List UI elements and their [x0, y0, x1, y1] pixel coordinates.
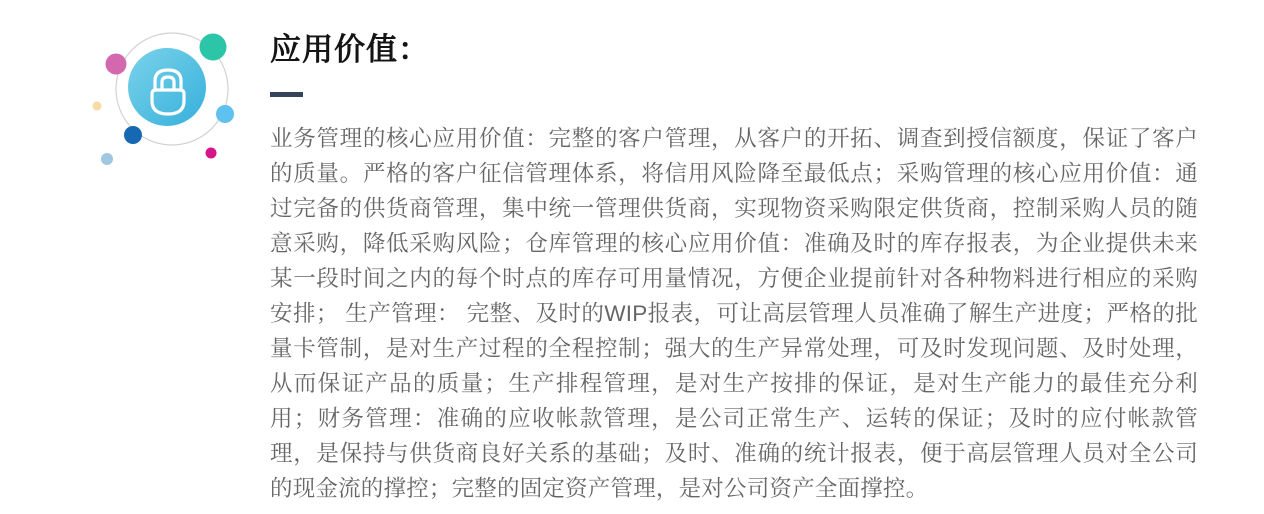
application-value-section [270, 30, 1198, 506]
decor-dot-pale-blue [101, 153, 113, 165]
decor-dot-magenta [206, 148, 217, 159]
section-title: 应用价值： [270, 32, 430, 67]
lock-badge-graphic [88, 10, 248, 170]
decor-dot-dark-blue [124, 126, 142, 144]
section-body: 业务管理的核心应用价值：完整的客户管理，从客户的开拓、调查到授信额度，保证了客户的质量。严格的客户征信管理体系，将信用风险降至最低点；采购管理的核心应用价值：通过完备的供货商管理，集中统一管理供货商，实现物资采购限定供货商，控制采购人员的随意采购，降低采购风险；仓库管理的核心应用价值：准确及时的库存报表，为企业提供未来某一段时间之内的每个时点的库存可用量情况，方便企业提前针对各种物料进行相应的采购安排； 生产管理： 完整、及时的WIP报表，可让高层管理人员准确了解生产进度；严格的批量卡管制，是对生产过程的全程控制；强大的生产异常处理，可及时发现问题、及时处理，从而保证产品的质量；生产排程管理，是对生产按排的保证，是对生产能力的最佳充分利用；财务管理：准确的应收帐款管理，是公司正常生产、运转的保证；及时的应付帐款管理，是保持与供货商良好关系的基础；及时、准确的统计报表，便于高层管理人员对全公司的现金流的撑控；完整的固定资产管理，是对公司资产全面撑控。 [270, 126, 1198, 501]
lock-badge [88, 10, 248, 170]
decor-dot-light-blue [216, 105, 234, 123]
decor-dot-pale-yellow [93, 102, 102, 111]
title-underline [270, 92, 303, 97]
decor-dot-teal [200, 34, 227, 61]
decor-dot-pink [106, 54, 127, 75]
